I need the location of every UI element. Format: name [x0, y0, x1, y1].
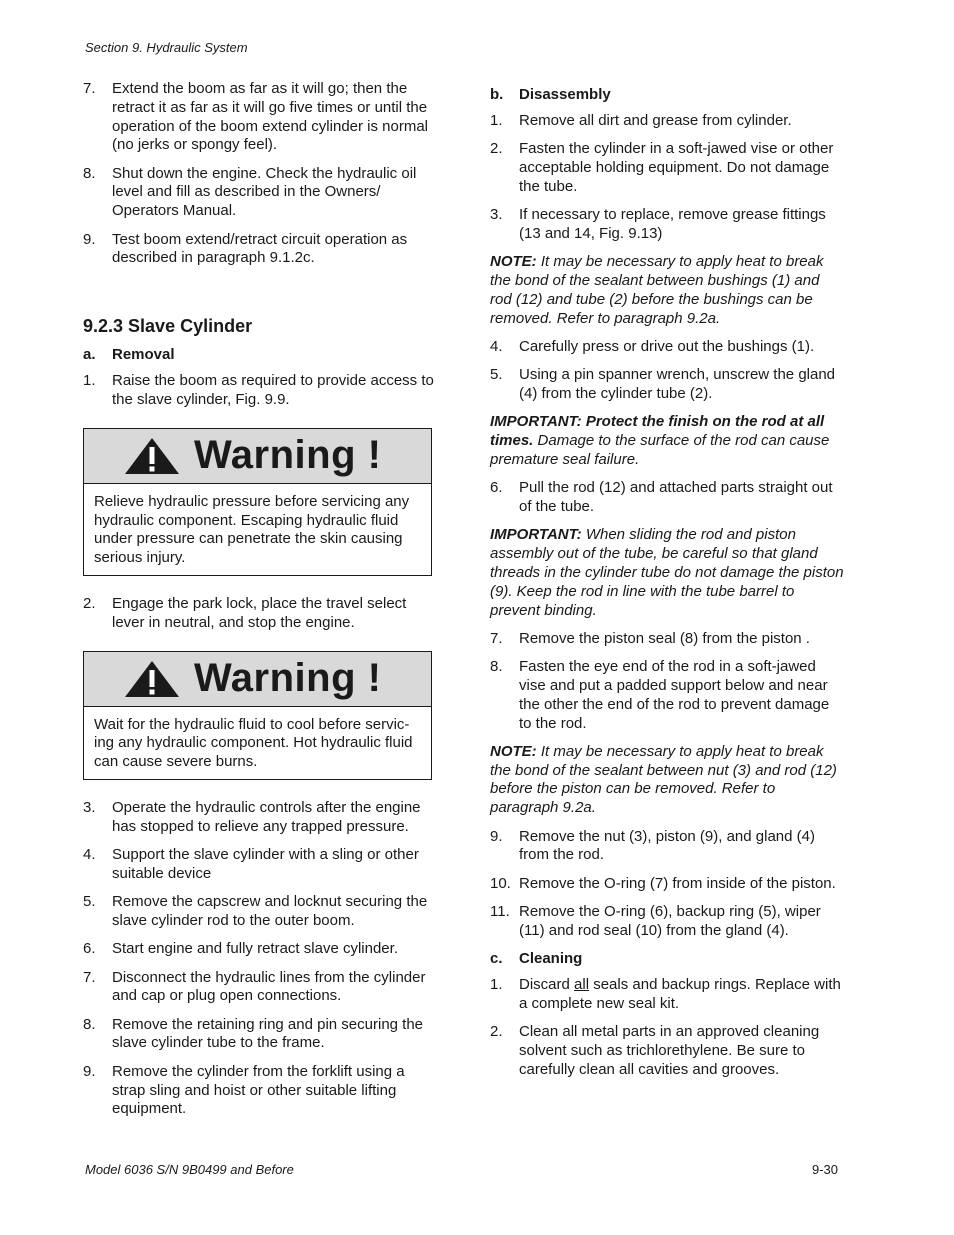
step-number: 8. [490, 658, 503, 676]
step-number: 5. [490, 366, 503, 384]
list-item [83, 846, 435, 884]
list-item [490, 112, 845, 131]
list-item [490, 658, 845, 733]
warning-text: Wait for the hydraulic fluid to cool before servic-ing any hydraulic component. Hot hydraulic fluid can cause severe burns. [94, 715, 413, 771]
step-text-post: seals and backup rings. Replace with a complete new seal kit. [519, 975, 841, 1012]
list-item [83, 1016, 435, 1054]
step-text: Remove the O-ring (6), backup ring (5), wiper (11) and rod seal (10) from the gland (4). [519, 902, 821, 939]
list-item [490, 903, 845, 941]
step-number: 1. [83, 372, 96, 390]
step-list [490, 630, 845, 733]
warning-header [84, 429, 431, 484]
note-label: NOTE: [490, 253, 537, 271]
step-text: Fasten the cylinder in a soft-jawed vise or other acceptable holding equipment. Do not damage the tube. [519, 140, 834, 195]
list-item [490, 1023, 845, 1079]
step-text: Carefully press or drive out the bushings (1). [519, 337, 815, 355]
step-text: Support the slave cylinder with a sling or other suitable device [112, 846, 419, 882]
step-text: If necessary to replace, remove grease fittings (13 and 14, Fig. 9.13) [519, 206, 826, 242]
list-item [490, 140, 845, 196]
left-column [83, 80, 435, 1129]
important-text: Damage to the surface of the rod can cause premature seal failure. [490, 432, 830, 468]
list-item [83, 231, 435, 269]
warning-triangle-icon [124, 437, 180, 475]
subheading-removal [83, 346, 435, 363]
step-text-pre: Discard [519, 975, 575, 993]
list-item [83, 799, 435, 837]
step-text: Start engine and fully retract slave cylinder. [112, 940, 398, 958]
list-item [83, 893, 435, 931]
step-text: Using a pin spanner wrench, unscrew the gland (4) from the cylinder tube (2). [519, 366, 836, 403]
step-text: Extend the boom as far as it will go; then the retract it as far as it will go five times or until the operation of the boom extend cylinder is normal (no jerks or spongy feel). [112, 80, 429, 154]
list-item [83, 372, 435, 410]
subheading-letter: a. [83, 346, 96, 364]
note-label: NOTE: [490, 742, 537, 760]
step-text: Remove the piston seal (8) from the piston . [519, 629, 810, 647]
warning-triangle-icon [124, 660, 180, 698]
step-number: 4. [490, 337, 503, 355]
step-number: 2. [490, 140, 503, 158]
list-item [83, 1063, 435, 1119]
step-number: 9. [490, 827, 503, 845]
list-item [83, 595, 435, 633]
section-title: 9.2.3 Slave Cylinder [83, 316, 253, 337]
note-paragraph [490, 253, 845, 328]
step-number: 6. [490, 479, 503, 497]
list-item [490, 875, 845, 894]
warning-text: Relieve hydraulic pressure before servicing any hydraulic component. Escaping hydraulic fluid under pressure can penetrate the skin causing serious injury. [94, 492, 410, 567]
step-number: 9. [83, 230, 96, 248]
note-text: It may be necessary to apply heat to break the bond of the sealant between bushings (1) and rod (12) and tube (2) before the bushings can be removed. Refer to paragraph 9.2a. [490, 253, 824, 327]
step-number: 10. [490, 874, 511, 892]
step-number: 5. [83, 893, 96, 911]
step-text: Clean all metal parts in an approved cleaning solvent such as trichlorethylene. Be sure to carefully clean all cavities and grooves. [519, 1023, 820, 1078]
step-text-underlined: all [574, 975, 590, 993]
step-number: 9. [83, 1062, 96, 1080]
footer-page-number: 9-30 [812, 1162, 839, 1177]
step-number: 7. [490, 629, 503, 647]
list-item [490, 630, 845, 649]
list-item [490, 338, 845, 357]
subheading-disassembly [490, 86, 845, 103]
right-column [490, 86, 845, 1089]
step-number: 7. [83, 80, 96, 97]
warning-box [83, 651, 432, 780]
step-number: 8. [83, 164, 96, 182]
step-text: Operate the hydraulic controls after the engine has stopped to relieve any trapped pressure. [112, 798, 421, 835]
step-text: Remove the capscrew and locknut securing the slave cylinder rod to the outer boom. [112, 893, 428, 929]
warning-box [83, 428, 432, 576]
warning-title: Warning ! [194, 656, 382, 701]
step-text: Shut down the engine. Check the hydraulic oil level and fill as described in the Owners/ Operators Manual. [112, 164, 417, 220]
step-text: Test boom extend/retract circuit operation as described in paragraph 9.1.2c. [112, 230, 408, 267]
step-text: Raise the boom as required to provide access to the slave cylinder, Fig. 9.9. [112, 372, 434, 408]
section-header: Section 9. Hydraulic System [85, 40, 248, 55]
step-number: 4. [83, 846, 96, 864]
step-text: Pull the rod (12) and attached parts straight out of the tube. [519, 479, 833, 516]
subheading-letter: b. [490, 86, 504, 103]
important-text: When sliding the rod and piston assembly out of the tube, be careful so that gland threads in the cylinder tube do not damage the piston (9). Keep the rod in line with the tube barrel to prevent binding. [490, 526, 844, 619]
note-text: It may be necessary to apply heat to break the bond of the sealant between nut (3) and rod (12) before the piston can be removed. Refer to paragraph 9.2a. [490, 742, 837, 817]
step-list [83, 799, 435, 1119]
step-number: 1. [490, 975, 503, 993]
warning-title: Warning ! [194, 433, 382, 478]
list-item [83, 940, 435, 959]
step-text: Disconnect the hydraulic lines from the cylinder and cap or plug open connections. [112, 968, 426, 1005]
step-number: 11. [490, 902, 510, 920]
step-number: 7. [83, 968, 96, 986]
list-item [83, 165, 435, 221]
step-list [490, 828, 845, 941]
step-number: 2. [490, 1023, 503, 1041]
step-text: Engage the park lock, place the travel select lever in neutral, and stop the engine. [112, 594, 407, 631]
step-text: Remove the O-ring (7) from inside of the piston. [519, 874, 836, 892]
list-item [490, 828, 845, 866]
step-text: Remove the nut (3), piston (9), and gland (4) from the rod. [519, 827, 815, 864]
step-text: Remove the cylinder from the forklift using a strap sling and hoist or other suitable lifting equipment. [112, 1062, 405, 1118]
list-item [490, 976, 845, 1014]
step-list [490, 112, 845, 244]
note-paragraph [490, 743, 845, 818]
important-paragraph [490, 526, 845, 620]
subheading-title: Disassembly [519, 86, 611, 103]
step-text: Fasten the eye end of the rod in a soft-jawed vise and put a padded support below and near the other the end of the rod to prevent damage to the rod. [519, 658, 830, 732]
step-list [83, 80, 435, 268]
subheading-title: Removal [112, 346, 175, 364]
step-text: Remove the retaining ring and pin securing the slave cylinder tube to the frame. [112, 1015, 424, 1052]
step-text: Remove all dirt and grease from cylinder. [519, 112, 792, 129]
step-number: 1. [490, 112, 503, 129]
step-number: 6. [83, 940, 96, 958]
subheading-title: Cleaning [519, 949, 583, 967]
list-item [490, 206, 845, 244]
step-number: 2. [83, 594, 96, 612]
step-number: 3. [83, 798, 96, 816]
list-item [83, 969, 435, 1007]
list-item [490, 366, 845, 404]
important-paragraph [490, 413, 845, 469]
subheading-letter: c. [490, 949, 503, 967]
step-list [490, 338, 845, 404]
step-number: 3. [490, 206, 503, 224]
list-item [490, 479, 845, 517]
list-item [83, 80, 435, 155]
important-label: IMPORTANT: [490, 526, 582, 544]
subheading-cleaning [490, 950, 845, 967]
footer-model: Model 6036 S/N 9B0499 and Before [85, 1162, 294, 1177]
warning-header [84, 652, 431, 707]
step-number: 8. [83, 1015, 96, 1033]
important-label: IMPORTANT: Protect the finish on the rod at all times. [490, 413, 825, 450]
